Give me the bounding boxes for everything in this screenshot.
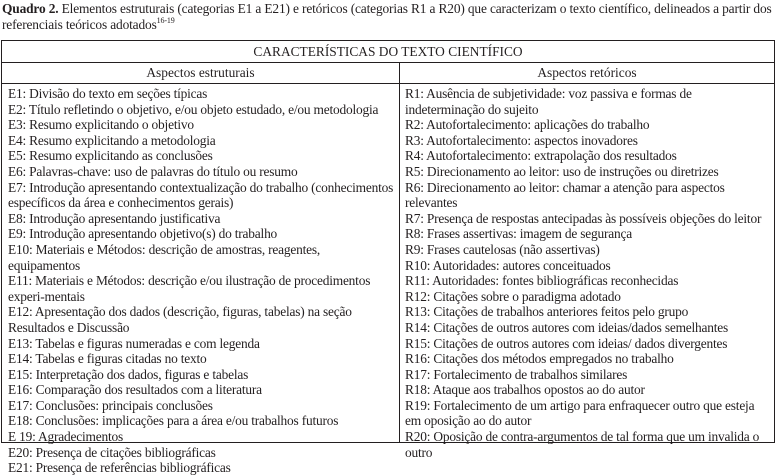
- rhetorical-aspects-header: Aspectos retóricos: [400, 63, 774, 84]
- list-item: R11: Autoridades: fontes bibliográficas reconhecidas: [405, 273, 679, 289]
- list-item: E21: Presença de referências bibliográficas: [8, 460, 231, 476]
- list-item: E 19: Agradecimentos: [8, 429, 123, 445]
- structural-aspects-list: [2, 84, 399, 476]
- list-item: E5: Resumo explicitando as conclusões: [8, 148, 213, 164]
- caption-reference-superscript: 16-19: [156, 15, 175, 25]
- list-item: E11: Materiais e Métodos: descrição e/ou ilustração de procedimentos experi-mentais: [8, 273, 371, 304]
- list-item: R18: Ataque aos trabalhos opostos ao do autor: [405, 382, 645, 398]
- list-item: R4: Autofortalecimento: extrapolação dos resultados: [405, 148, 677, 164]
- caption-label: Quadro 2.: [2, 1, 59, 16]
- structural-aspects-column: [2, 63, 400, 476]
- structural-aspects-header: Aspectos estruturais: [2, 63, 399, 84]
- list-item: E1: Divisão do texto em seções típicas: [8, 86, 208, 101]
- list-item: R5: Direcionamento ao leitor: uso de instruções ou diretrizes: [405, 163, 719, 179]
- list-item: R15: Citações de outros autores com ideias/ dados divergentes: [405, 335, 728, 351]
- list-item: R6: Direcionamento ao leitor: chamar a atenção para aspectos relevantes: [405, 179, 725, 211]
- list-item: E8: Introdução apresentando justificativa: [8, 210, 221, 226]
- list-item: R1: Ausência de subjetividade: voz passiva e formas de indeterminação do sujeito: [405, 86, 692, 117]
- list-item: R9: Frases cautelosas (não assertivas): [405, 241, 600, 257]
- list-item: E18: Conclusões: implicações para a área e/ou trabalhos futuros: [8, 413, 339, 429]
- list-item: E16: Comparação dos resultados com a literatura: [8, 382, 262, 398]
- rhetorical-aspects-column: [400, 63, 774, 460]
- list-item: E14: Tabelas e figuras citadas no texto: [8, 351, 207, 367]
- list-item: R2: Autofortalecimento: aplicações do trabalho: [405, 117, 650, 133]
- list-item: E9: Introdução apresentando objetivo(s) do trabalho: [8, 226, 278, 242]
- caption-text: Elementos estruturais (categorias E1 a E21) e retóricos (categorias R1 a R20) que caracterizam o texto científico, delineados a partir dos referenciais teóricos adotados: [2, 1, 772, 32]
- list-item: E15: Interpretação dos dados, figuras e tabelas: [8, 366, 249, 382]
- table-caption: [2, 1, 774, 33]
- table-columns: [2, 63, 774, 476]
- list-item: R20: Oposição de contra-argumentos de tal forma que um invalida o outro: [405, 429, 760, 460]
- list-item: E20: Presença de citações bibliográficas: [8, 444, 216, 460]
- characteristics-table: [1, 40, 775, 476]
- list-item: E2: Título refletindo o objetivo, e/ou objeto estudado, e/ou metodologia: [8, 101, 379, 117]
- list-item: E17: Conclusões: principais conclusões: [8, 397, 213, 413]
- list-item: R13: Citações de trabalhos anteriores feitos pelo grupo: [405, 304, 689, 320]
- list-item: R14: Citações de outros autores com ideias/dados semelhantes: [405, 319, 729, 335]
- list-item: E3: Resumo explicitando o objetivo: [8, 117, 194, 133]
- list-item: R19: Fortalecimento de um artigo para enfraquecer outro que esteja em oposição ao do autor: [405, 397, 755, 429]
- table-title: CARACTERÍSTICAS DO TEXTO CIENTÍFICO: [2, 41, 774, 63]
- rhetorical-aspects-list: [400, 84, 774, 460]
- list-item: R16: Citações dos métodos empregados no trabalho: [405, 351, 674, 367]
- list-item: E12: Apresentação dos dados (descrição, figuras, tabelas) na seção Resultados e Discussão: [8, 304, 352, 335]
- list-item: E10: Materiais e Métodos: descrição de amostras, reagentes, equipamentos: [8, 241, 321, 273]
- list-item: E6: Palavras-chave: uso de palavras do título ou resumo: [8, 163, 298, 179]
- list-item: R17: Fortalecimento de trabalhos similares: [405, 366, 628, 382]
- list-item: R8: Frases assertivas: imagem de segurança: [405, 226, 632, 242]
- list-item: R12: Citações sobre o paradigma adotado: [405, 288, 621, 304]
- list-item: E13: Tabelas e figuras numeradas e com legenda: [8, 335, 260, 351]
- list-item: R3: Autofortalecimento: aspectos inovadores: [405, 132, 638, 148]
- list-item: R7: Presença de respostas antecipadas às possíveis objeções do leitor: [405, 210, 762, 226]
- list-item: E4: Resumo explicitando a metodologia: [8, 132, 216, 148]
- list-item: E7: Introdução apresentando contextualização do trabalho (conhecimentos específicos da área e conhecimentos gerais): [8, 179, 394, 211]
- list-item: R10: Autoridades: autores conceituados: [405, 257, 611, 273]
